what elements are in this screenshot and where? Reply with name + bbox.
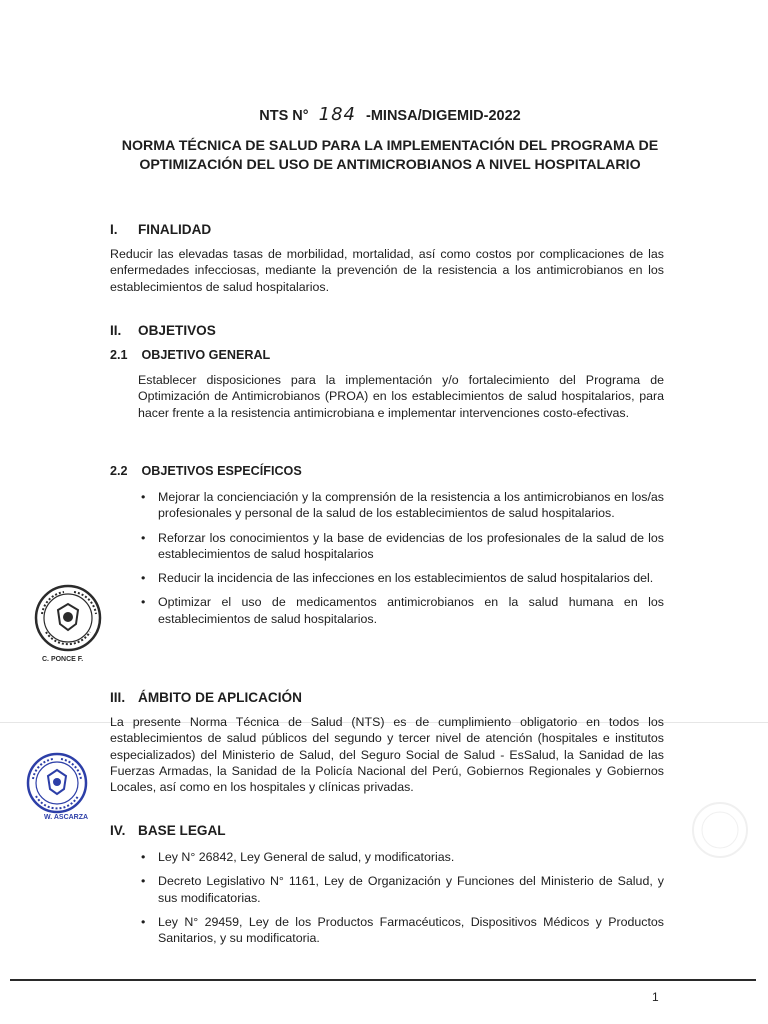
code-prefix: NTS N° (259, 108, 309, 124)
subsection-heading-general (110, 348, 270, 362)
section-heading-objetivos (110, 323, 216, 338)
section-title: BASE LEGAL (138, 823, 226, 838)
list-item: • Decreto Legislativo N° 1161, Ley de Organización y Funciones del Ministerio de Salud, y sus modificatorias. (138, 873, 664, 906)
base-legal-list (138, 849, 664, 946)
section-title: ÁMBITO DE APLICACIÓN (138, 690, 302, 705)
document-title: NORMA TÉCNICA DE SALUD PARA LA IMPLEMENTACIÓN DEL PROGRAMA DE OPTIMIZACIÓN DEL USO DE ANTIMICROBIANOS A NIVEL HOSPITALARIO (121, 138, 659, 173)
document-code (110, 104, 670, 125)
objetivo-general-text: Establecer disposiciones para la implementación y/o fortalecimiento del Programa de Optimización de Antimicrobianos (PROA) en los establecimientos de salud hospitalarios, para hacer frente a la resistencia antimicrobiana e implementar intervenciones costo-efectivas. (138, 373, 664, 420)
list-item: • Ley N° 29459, Ley de los Productos Farmacéuticos, Dispositivos Médicos y Productos Sanitarios, y su modificatoria. (138, 914, 664, 947)
section-title: FINALIDAD (138, 222, 212, 237)
section-heading-finalidad (110, 222, 211, 237)
faint-watermark-stamp (690, 800, 750, 860)
footer-rule (10, 979, 756, 981)
seal-icon (34, 584, 102, 652)
code-suffix: -MINSA/DIGEMID-2022 (366, 108, 521, 124)
official-seal-stamp (34, 584, 102, 652)
finalidad-text: Reducir las elevadas tasas de morbilidad, mortalidad, así como costos por complicaciones de las enfermedades infecciosas, mediante la prevención de la resistencia a los antimicrobianos en los establecimientos de salud hospitalarios. (110, 247, 664, 294)
official-seal-stamp-blue (26, 752, 88, 814)
subsection-number: 2.2 (110, 464, 128, 478)
objetivos-especificos-list (138, 489, 664, 627)
section-number: I. (110, 222, 118, 237)
section-heading-ambito (110, 690, 302, 705)
subsection-number: 2.1 (110, 348, 128, 362)
list-item: • Optimizar el uso de medicamentos antimicrobianos en la salud humana en los establecimientos de salud hospitalarios. (138, 594, 664, 627)
watermark-seal-icon (690, 800, 750, 860)
page-number: 1 (652, 990, 659, 1004)
subsection-heading-especificos (110, 464, 302, 478)
list-item: • Reforzar los conocimientos y la base de evidencias de los profesionales de la salud de los establecimientos de salud hospitalarios (138, 530, 664, 563)
seal-icon (26, 752, 88, 814)
list-item: • Ley N° 26842, Ley General de salud, y modificatorias. (138, 849, 664, 865)
section-number: II. (110, 323, 122, 338)
stamp-signature-label: C. PONCE F. (42, 656, 84, 663)
section-number: IV. (110, 823, 126, 838)
ambito-text: La presente Norma Técnica de Salud (NTS) es de cumplimiento obligatorio en todos los establecimientos de salud públicos del segundo y tercer nivel de atención (hospitales e institutos especializados) del Ministerio de Salud, del Seguro Social de Salud - EsSalud, la Sanidad de las Fuerzas Armadas, la Sanidad de la Policía Nacional del Perú, Gobiernos Regionales y Gobiernos Locales, así como en los hospitales y clínicas privadas. (110, 715, 664, 795)
list-item: • Reducir la incidencia de las infecciones en los establecimientos de salud hospitalarios del. (138, 570, 664, 586)
section-number: III. (110, 690, 126, 705)
section-title: OBJETIVOS (138, 323, 216, 338)
subsection-title: OBJETIVOS ESPECÍFICOS (141, 464, 302, 478)
handwritten-number: 184 (318, 104, 356, 125)
subsection-title: OBJETIVO GENERAL (141, 348, 271, 362)
section-heading-base-legal (110, 823, 226, 838)
stamp-signature-label: W. ASCARZA (44, 814, 89, 821)
list-item: • Mejorar la concienciación y la comprensión de la resistencia a los antimicrobianos en los/as profesionales y personal de la salud de los establecimientos de salud hospitalarios. (138, 489, 664, 522)
